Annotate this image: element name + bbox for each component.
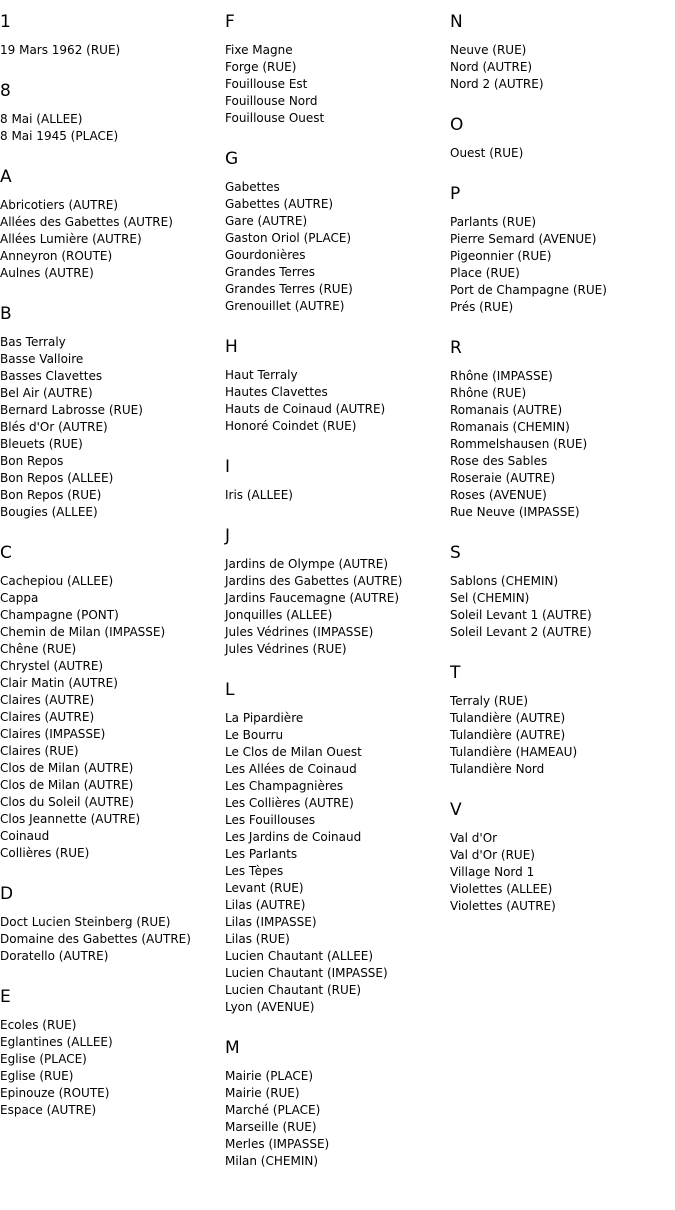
letter-heading: V: [450, 800, 462, 820]
street-link[interactable]: Cachepiou (ALLEE): [0, 574, 114, 588]
street-link[interactable]: Hauts de Coinaud (AUTRE): [225, 402, 386, 416]
street-link[interactable]: Espace (AUTRE): [0, 1103, 97, 1117]
street-link[interactable]: Eglise (RUE): [0, 1069, 74, 1083]
street-link[interactable]: Violettes (AUTRE): [450, 899, 556, 913]
street-link[interactable]: Coinaud: [0, 829, 50, 843]
street-link[interactable]: Roses (AVENUE): [450, 488, 547, 502]
street-link[interactable]: Les Allées de Coinaud: [225, 762, 357, 776]
street-link[interactable]: Clair Matin (AUTRE): [0, 676, 118, 690]
letter-heading: R: [450, 338, 462, 358]
street-link[interactable]: Anneyron (ROUTE): [0, 249, 113, 263]
letter-heading: F: [225, 12, 235, 32]
letter-section: [450, 800, 670, 915]
street-link[interactable]: Honoré Coindet (RUE): [225, 419, 357, 433]
letter-section: [450, 12, 670, 93]
street-link[interactable]: 8 Mai (ALLEE): [0, 112, 83, 126]
street-link[interactable]: Soleil Levant 1 (AUTRE): [450, 608, 592, 622]
letter-heading: P: [450, 184, 461, 204]
street-link[interactable]: Sablons (CHEMIN): [450, 574, 559, 588]
street-link[interactable]: Jules Védrines (RUE): [225, 642, 347, 656]
street-link[interactable]: Claires (AUTRE): [0, 693, 95, 707]
street-link[interactable]: Fouillouse Ouest: [225, 111, 325, 125]
letter-heading: B: [0, 304, 12, 324]
letter-heading: N: [450, 12, 463, 32]
street-link[interactable]: Cappa: [0, 591, 39, 605]
street-link[interactable]: Grandes Terres (RUE): [225, 282, 353, 296]
street-link[interactable]: Fouillouse Est: [225, 77, 308, 91]
street-link[interactable]: Terraly (RUE): [450, 694, 528, 708]
street-link[interactable]: Parlants (RUE): [450, 215, 537, 229]
street-link[interactable]: Claires (IMPASSE): [0, 727, 106, 741]
street-link[interactable]: Iris (ALLEE): [225, 488, 293, 502]
street-link[interactable]: Gourdonières: [225, 248, 306, 262]
index-column: [225, 12, 445, 1192]
letter-heading: G: [225, 149, 239, 169]
letter-section: [0, 12, 220, 59]
letter-section: [450, 115, 670, 162]
street-link[interactable]: Le Clos de Milan Ouest: [225, 745, 362, 759]
street-link[interactable]: Lilas (RUE): [225, 932, 290, 946]
street-link[interactable]: Tulandière Nord: [450, 762, 545, 776]
letter-section: [0, 304, 220, 521]
street-link[interactable]: Merles (IMPASSE): [225, 1137, 330, 1151]
street-link[interactable]: Bon Repos (RUE): [0, 488, 102, 502]
street-link[interactable]: Bas Terraly: [0, 335, 66, 349]
letter-heading: C: [0, 543, 12, 563]
letter-heading: D: [0, 884, 14, 904]
street-link[interactable]: Bon Repos (ALLEE): [0, 471, 114, 485]
letter-heading: 8: [0, 81, 11, 101]
street-link[interactable]: Jonquilles (ALLEE): [225, 608, 333, 622]
street-link[interactable]: Lucien Chautant (RUE): [225, 983, 362, 997]
street-link[interactable]: Hautes Clavettes: [225, 385, 328, 399]
street-link[interactable]: Bougies (ALLEE): [0, 505, 98, 519]
letter-section: [225, 526, 445, 658]
street-link[interactable]: Ouest (RUE): [450, 146, 524, 160]
street-link[interactable]: Lucien Chautant (IMPASSE): [225, 966, 388, 980]
letter-section: [0, 81, 220, 145]
street-link[interactable]: Tulandière (AUTRE): [450, 711, 566, 725]
letter-section: [450, 338, 670, 521]
street-link[interactable]: Abricotiers (AUTRE): [0, 198, 119, 212]
street-link[interactable]: Bleuets (RUE): [0, 437, 83, 451]
letter-heading: T: [450, 663, 461, 683]
street-link[interactable]: Blés d'Or (AUTRE): [0, 420, 108, 434]
street-link[interactable]: Collières (RUE): [0, 846, 90, 860]
street-link[interactable]: Chemin de Milan (IMPASSE): [0, 625, 166, 639]
street-link[interactable]: Doct Lucien Steinberg (RUE): [0, 915, 171, 929]
street-link[interactable]: Grandes Terres: [225, 265, 315, 279]
street-link[interactable]: Rose des Sables: [450, 454, 548, 468]
street-link[interactable]: Neuve (RUE): [450, 43, 527, 57]
street-link[interactable]: Mairie (RUE): [225, 1086, 300, 1100]
street-link[interactable]: La Pipardière: [225, 711, 304, 725]
street-link[interactable]: Claires (AUTRE): [0, 710, 95, 724]
street-link[interactable]: 19 Mars 1962 (RUE): [0, 43, 121, 57]
street-link[interactable]: Lyon (AVENUE): [225, 1000, 315, 1014]
street-link[interactable]: Marseille (RUE): [225, 1120, 317, 1134]
street-link[interactable]: Bel Air (AUTRE): [0, 386, 93, 400]
street-link[interactable]: Forge (RUE): [225, 60, 297, 74]
street-link[interactable]: Lilas (IMPASSE): [225, 915, 317, 929]
street-link[interactable]: Prés (RUE): [450, 300, 514, 314]
street-link[interactable]: Fouillouse Nord: [225, 94, 318, 108]
street-link[interactable]: Chrystel (AUTRE): [0, 659, 104, 673]
letter-section: [450, 543, 670, 641]
letter-heading: 1: [0, 12, 11, 32]
street-link[interactable]: Clos de Milan (AUTRE): [0, 778, 134, 792]
letter-heading: E: [0, 987, 11, 1007]
street-link[interactable]: Doratello (AUTRE): [0, 949, 109, 963]
street-link[interactable]: Les Jardins de Coinaud: [225, 830, 362, 844]
street-link[interactable]: Gabettes (AUTRE): [225, 197, 334, 211]
letter-section: [225, 680, 445, 1016]
street-link[interactable]: Port de Champagne (RUE): [450, 283, 607, 297]
street-link[interactable]: Ecoles (RUE): [0, 1018, 77, 1032]
letter-section: [225, 12, 445, 127]
street-link[interactable]: Epinouze (ROUTE): [0, 1086, 110, 1100]
street-link[interactable]: Les Tèpes: [225, 864, 284, 878]
street-link[interactable]: Clos de Milan (AUTRE): [0, 761, 134, 775]
letter-heading: J: [225, 526, 231, 546]
street-link[interactable]: Gaston Oriol (PLACE): [225, 231, 352, 245]
street-link[interactable]: Roseraie (AUTRE): [450, 471, 556, 485]
letter-section: [225, 1038, 445, 1170]
street-link[interactable]: Domaine des Gabettes (AUTRE): [0, 932, 191, 946]
letter-heading: A: [0, 167, 12, 187]
street-link[interactable]: Lilas (AUTRE): [225, 898, 306, 912]
letter-heading: H: [225, 337, 238, 357]
street-link[interactable]: Pigeonnier (RUE): [450, 249, 552, 263]
street-link[interactable]: Grenouillet (AUTRE): [225, 299, 345, 313]
street-link[interactable]: Romanais (CHEMIN): [450, 420, 570, 434]
street-link[interactable]: Bernard Labrosse (RUE): [0, 403, 143, 417]
street-link[interactable]: Gabettes: [225, 180, 280, 194]
letter-section: [225, 337, 445, 435]
street-link[interactable]: Gare (AUTRE): [225, 214, 308, 228]
letter-heading: I: [225, 457, 231, 477]
street-link[interactable]: Aulnes (AUTRE): [0, 266, 94, 280]
street-link[interactable]: Fixe Magne: [225, 43, 293, 57]
letter-section: [0, 884, 220, 965]
street-link[interactable]: Allées Lumière (AUTRE): [0, 232, 142, 246]
street-link[interactable]: Milan (CHEMIN): [225, 1154, 319, 1168]
street-link[interactable]: Jardins de Olympe (AUTRE): [225, 557, 389, 571]
street-link[interactable]: Clos Jeannette (AUTRE): [0, 812, 141, 826]
letter-heading: S: [450, 543, 461, 563]
street-link[interactable]: Val d'Or (RUE): [450, 848, 535, 862]
street-link[interactable]: Les Parlants: [225, 847, 298, 861]
street-link[interactable]: Allées des Gabettes (AUTRE): [0, 215, 173, 229]
street-link[interactable]: Violettes (ALLEE): [450, 882, 553, 896]
letter-heading: O: [450, 115, 464, 135]
street-link[interactable]: Rhône (RUE): [450, 386, 527, 400]
street-link[interactable]: Les Champagnières: [225, 779, 344, 793]
street-link[interactable]: Clos du Soleil (AUTRE): [0, 795, 134, 809]
street-link[interactable]: Le Bourru: [225, 728, 284, 742]
street-link[interactable]: Tulandière (AUTRE): [450, 728, 566, 742]
letter-heading: M: [225, 1038, 240, 1058]
street-link[interactable]: Place (RUE): [450, 266, 520, 280]
letter-section: [225, 149, 445, 315]
street-link[interactable]: Romanais (AUTRE): [450, 403, 563, 417]
letter-section: [450, 184, 670, 316]
street-link[interactable]: Rommelshausen (RUE): [450, 437, 588, 451]
street-link[interactable]: Jules Védrines (IMPASSE): [225, 625, 374, 639]
index-column: [0, 12, 220, 1141]
index-column: [450, 12, 670, 937]
letter-section: [0, 543, 220, 862]
letter-section: [0, 167, 220, 282]
street-link[interactable]: Jardins Faucemagne (AUTRE): [225, 591, 400, 605]
street-link[interactable]: Village Nord 1: [450, 865, 535, 879]
street-link[interactable]: Pierre Semard (AVENUE): [450, 232, 597, 246]
street-link[interactable]: Tulandière (HAMEAU): [450, 745, 578, 759]
street-link[interactable]: Nord (AUTRE): [450, 60, 533, 74]
street-link[interactable]: Basse Valloire: [0, 352, 84, 366]
street-link[interactable]: Claires (RUE): [0, 744, 79, 758]
letter-section: [0, 987, 220, 1119]
street-link[interactable]: 8 Mai 1945 (PLACE): [0, 129, 119, 143]
street-link[interactable]: Levant (RUE): [225, 881, 304, 895]
letter-section: [225, 457, 445, 504]
street-link[interactable]: Soleil Levant 2 (AUTRE): [450, 625, 592, 639]
street-link[interactable]: Les Fouillouses: [225, 813, 316, 827]
street-link[interactable]: Chêne (RUE): [0, 642, 77, 656]
street-link[interactable]: Rhône (IMPASSE): [450, 369, 553, 383]
street-link[interactable]: Les Collières (AUTRE): [225, 796, 354, 810]
street-link[interactable]: Marché (PLACE): [225, 1103, 321, 1117]
street-link[interactable]: Sel (CHEMIN): [450, 591, 530, 605]
street-link[interactable]: Lucien Chautant (ALLEE): [225, 949, 374, 963]
street-link[interactable]: Rue Neuve (IMPASSE): [450, 505, 580, 519]
street-link[interactable]: Basses Clavettes: [0, 369, 103, 383]
street-link[interactable]: Haut Terraly: [225, 368, 298, 382]
street-link[interactable]: Mairie (PLACE): [225, 1069, 314, 1083]
street-link[interactable]: Eglise (PLACE): [0, 1052, 87, 1066]
street-link[interactable]: Nord 2 (AUTRE): [450, 77, 544, 91]
street-link[interactable]: Val d'Or: [450, 831, 498, 845]
street-link[interactable]: Eglantines (ALLEE): [0, 1035, 113, 1049]
street-link[interactable]: Bon Repos: [0, 454, 64, 468]
street-link[interactable]: Champagne (PONT): [0, 608, 119, 622]
street-link[interactable]: Jardins des Gabettes (AUTRE): [225, 574, 403, 588]
letter-heading: L: [225, 680, 235, 700]
letter-section: [450, 663, 670, 778]
